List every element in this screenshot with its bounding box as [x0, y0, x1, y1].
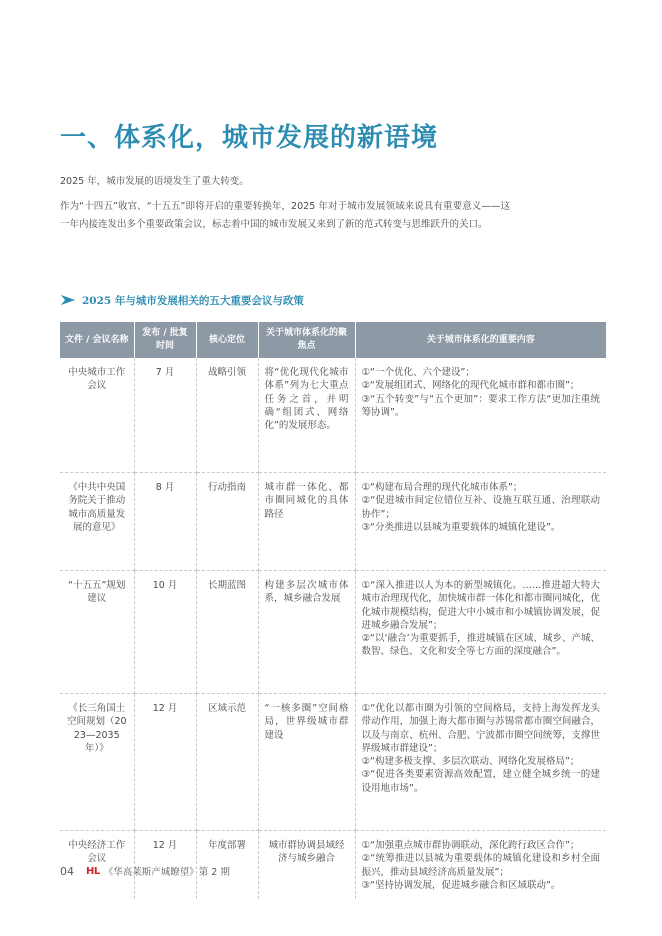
cell-name: “十五五”规划建议: [60, 571, 134, 694]
cell-name: 中央经济工作会议: [60, 831, 134, 900]
content-item: ③“分类推进以县城为重要载体的城镇化建设”。: [361, 521, 561, 533]
content-item: ②“构建多极支撑、多层次联动、网络化发展格局”；: [361, 756, 580, 768]
publication-name: 《华高莱斯产城瞭望》第 2 期: [103, 867, 230, 878]
cell-focus: 构建多层次城市体系，城乡融合发展: [258, 571, 355, 694]
content-item: ①“深入推进以人为本的新型城镇化。……推进超大特大城市治理现代化，加快城市群一体化和都市圈同城化，优化城市规模结构，促进大中小城市和小城镇协调发展，促进城乡融合发展”；: [361, 580, 600, 631]
table-row: [60, 358, 606, 473]
column-header: 核心定位: [196, 322, 258, 358]
table-title: 2025 年与城市发展相关的五大重要会议与政策: [82, 294, 304, 307]
cell-role: 区域示范: [196, 694, 258, 831]
cell-content: [355, 358, 606, 473]
column-header: 文件 / 会议名称: [60, 322, 134, 358]
cell-role: 战略引领: [196, 358, 258, 473]
page-number: 04: [60, 864, 74, 878]
cell-focus: 城市群协调县域经济与城乡融合: [258, 831, 355, 900]
policy-table: [60, 322, 606, 899]
cell-name: 《中共中央国务院关于推动城市高质量发展的意见》: [60, 473, 134, 571]
content-item: ①“加强重点城市群协调联动，深化跨行政区合作”；: [361, 840, 580, 851]
page-title: 一、体系化，城市发展的新语境: [60, 123, 439, 153]
cell-time: 8 月: [134, 473, 196, 571]
table-row: [60, 571, 606, 694]
body-paragraph: 作为“十四五”收官、“十五五”即将开启的重要转换年，2025 年对于城市发展领域来说具有重要意义——这一年内接连发出多个重要政策会议，标志着中国的城市发展又来到了新的范式转变与思维跃升的关口。: [60, 201, 510, 230]
cell-content: [355, 831, 606, 900]
cell-focus: “一核多圈”空间格局，世界级城市群建设: [258, 694, 355, 831]
cell-content: [355, 473, 606, 571]
content-item: ③“五个转变”与“五个更加”：要求工作方法“更加注重统筹协调”。: [361, 393, 600, 418]
cell-content: [355, 571, 606, 694]
arrow-right-icon: [60, 294, 76, 306]
cell-name: 《长三角国土空间规划（2023—2035 年）》: [60, 694, 134, 831]
cell-focus: 城市群一体化、都市圈同城化的具体路径: [258, 473, 355, 571]
column-header: 关于城市体系化的聚焦点: [258, 322, 355, 358]
intro-paragraph: 2025 年，城市发展的语境发生了重大转变。: [60, 176, 249, 187]
cell-time: 12 月: [134, 831, 196, 900]
content-item: ②“促进城市间定位错位互补、设施互联互通、治理联动协作”；: [361, 495, 600, 520]
cell-content: [355, 694, 606, 831]
column-header: 关于城市体系化的重要内容: [355, 322, 606, 358]
publisher-logo: HL: [86, 865, 100, 877]
content-item: ①“构建布局合理的现代化城市体系”；: [361, 482, 523, 493]
table-row: [60, 694, 606, 831]
content-item: ③“促进各类要素资源高效配置，建立健全城乡统一的建设用地市场”。: [361, 769, 600, 794]
content-item: ①“一个优化、六个建设”；: [361, 367, 475, 378]
cell-role: 年度部署: [196, 831, 258, 900]
column-header: 发布 / 批复时间: [134, 322, 196, 358]
table-heading: [60, 292, 606, 308]
content-item: ②“统筹推进以县城为重要载体的城镇化建设和乡村全面振兴，推动县域经济高质量发展”；: [361, 853, 600, 878]
cell-time: 10 月: [134, 571, 196, 694]
page-footer: [60, 864, 230, 878]
content-item: ③“坚持协调发展，促进城乡融合和区域联动”。: [361, 879, 561, 891]
table-header-row: [60, 322, 606, 358]
content-item: ②“发展组团式、网络化的现代化城市群和都市圈”；: [361, 380, 580, 392]
content-item: ②“以‘融合’为重要抓手，推进城镇在区域、城乡、产城、数智、绿色、文化和安全等七方面的深度融合”。: [361, 633, 600, 658]
cell-time: 12 月: [134, 694, 196, 831]
cell-role: 长期蓝图: [196, 571, 258, 694]
cell-time: 7 月: [134, 358, 196, 473]
cell-role: 行动指南: [196, 473, 258, 571]
cell-name: 中央城市工作会议: [60, 358, 134, 473]
content-item: ①“优化以都市圈为引领的空间格局，支持上海发挥龙头带动作用，加强上海大都市圈与苏锡常都市圈空间融合，以及与南京、杭州、合肥、宁波都市圈空间统筹，支撑世界级城市群建设”；: [361, 703, 600, 754]
cell-focus: 将“优化现代化城市体系”列为七大重点任务之首，并明确“组团式、网络化”的发展形态。: [258, 358, 355, 473]
table-row: [60, 473, 606, 571]
